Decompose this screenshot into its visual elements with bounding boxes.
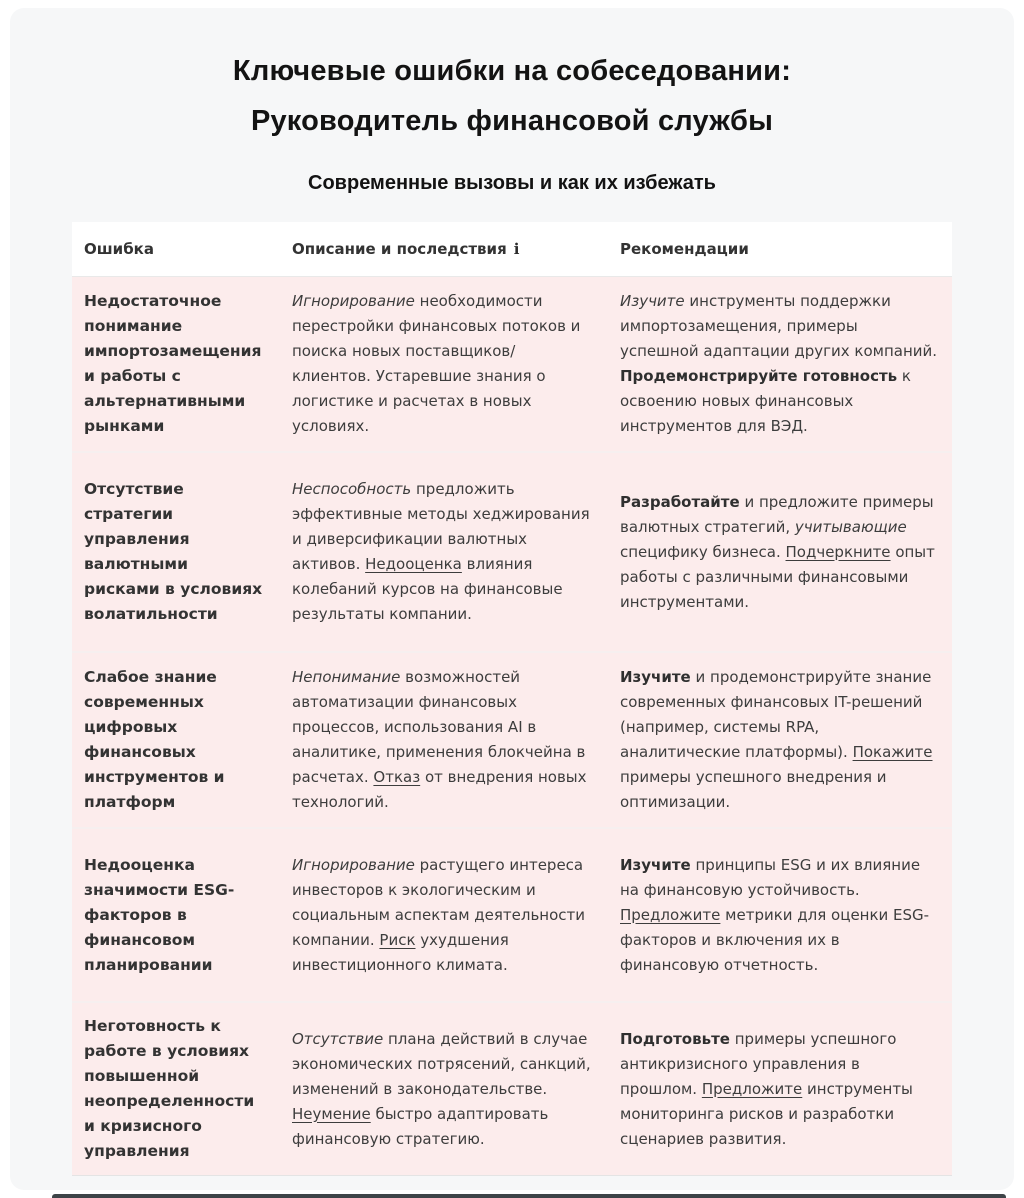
header-recommendations-label: Рекомендации <box>620 240 749 258</box>
table-row <box>72 451 952 651</box>
description-text: Непонимание возможностей автоматизации финансовых процессов, использования AI в аналитике, применения блокчейна в расчетах. Отказ от внедрения новых технологий. <box>292 668 587 811</box>
recommendation-cell <box>608 277 952 451</box>
description-cell <box>280 453 608 651</box>
description-text: Игнорирование необходимости перестройки финансовых потоков и поиска новых поставщиков/клиентов. Устаревшие знания о логистике и расчетах в новых условиях. <box>292 292 581 435</box>
description-cell <box>280 653 608 827</box>
recommendation-cell <box>608 653 952 827</box>
header-mistake <box>72 222 280 276</box>
page-title <box>10 46 1014 146</box>
recommendation-cell <box>608 829 952 1001</box>
mistake-text: Неготовность к работе в условиях повышенной неопределенности и кризисного управления <box>84 1017 255 1160</box>
recommendation-text: Подготовьте примеры успешного антикризисного управления в прошлом. Предложите инструменты мониторинга рисков и разработки сценариев развития. <box>620 1029 913 1148</box>
description-cell <box>280 829 608 1001</box>
table-body <box>72 277 952 1176</box>
header-description-label: Описание и последствия <box>292 240 507 258</box>
mistake-text: Недооценка значимости ESG-факторов в финансовом планировании <box>84 855 235 974</box>
header-mistake-label: Ошибка <box>84 240 154 258</box>
mistake-text: Недостаточное понимание импортозамещения и работы с альтернативными рынками <box>84 292 262 435</box>
recommendation-cell <box>608 453 952 651</box>
recommendation-text: Разработайте и предложите примеры валютных стратегий, учитывающие специфику бизнеса. Подчеркните опыт работы с различными финансовыми инструментами. <box>620 492 935 611</box>
mistake-text: Отсутствие стратегии управления валютными рисками в условиях волатильности <box>84 480 263 623</box>
description-text: Неспособность предложить эффективные методы хеджирования и диверсификации валютных активов. Недооценка влияния колебаний курсов на финансовые результаты компании. <box>292 480 590 623</box>
table-row <box>72 651 952 827</box>
description-cell <box>280 277 608 451</box>
mistake-cell <box>72 1003 280 1175</box>
description-text: Отсутствие плана действий в случае экономических потрясений, санкций, изменений в законодательстве. Неумение быстро адаптировать финансовую стратегию. <box>292 1029 591 1148</box>
header-recommendations <box>608 222 952 276</box>
page-title-line2: Руководитель финансовой службы <box>250 105 774 137</box>
recommendation-cell <box>608 1003 952 1175</box>
description-text: Игнорирование растущего интереса инвесторов к экологическим и социальным аспектам деятельности компании. Риск ухудшения инвестиционного климата. <box>292 855 586 974</box>
recommendation-text: Изучите инструменты поддержки импортозамещения, примеры успешной адаптации других компаний. Продемонстрируйте готовность к освоению новых финансовых инструментов для ВЭД. <box>620 292 938 435</box>
next-slide-edge <box>52 1194 1006 1198</box>
recommendation-text: Изучите принципы ESG и их влияние на финансовую устойчивость. Предложите метрики для оценки ESG-факторов и включения их в финансовую отчетность. <box>620 855 930 974</box>
mistake-cell <box>72 653 280 827</box>
mistakes-table <box>72 222 952 1176</box>
mistake-text: Слабое знание современных цифровых финансовых инструментов и платформ <box>84 668 225 811</box>
table-row <box>72 827 952 1001</box>
page-subtitle: Современные вызовы и как их избежать <box>308 172 716 194</box>
table-header-row <box>72 222 952 277</box>
header-description <box>280 222 608 276</box>
mistake-cell <box>72 277 280 451</box>
table-row <box>72 1001 952 1175</box>
page-title-line1: Ключевые ошибки на собеседовании: <box>232 55 792 87</box>
description-cell <box>280 1003 608 1175</box>
content-card <box>10 8 1014 1190</box>
mistake-cell <box>72 829 280 1001</box>
recommendation-text: Изучите и продемонстрируйте знание современных финансовых IT-решений (например, системы RPA, аналитические платформы). Покажите примеры успешного внедрения и оптимизации. <box>620 668 933 811</box>
table-row <box>72 277 952 451</box>
mistake-cell <box>72 453 280 651</box>
info-icon[interactable]: ℹ <box>513 240 520 258</box>
